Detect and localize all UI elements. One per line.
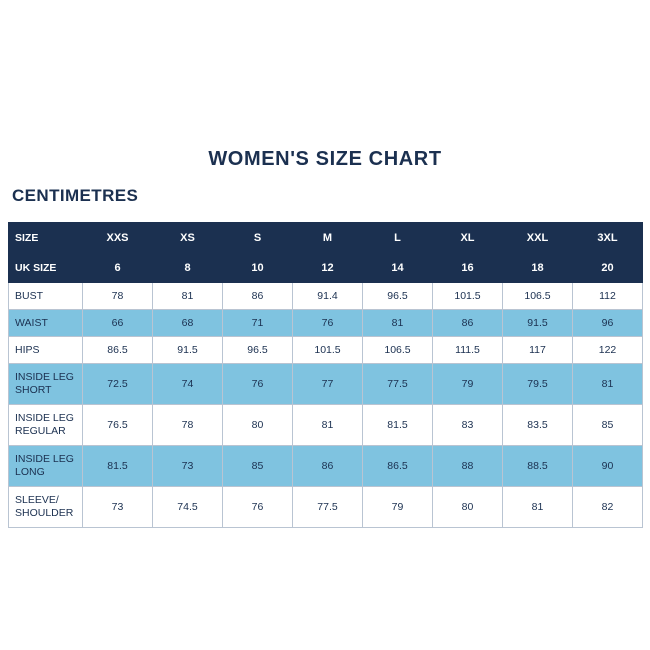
cell: 112 — [573, 283, 643, 310]
cell: 96 — [573, 310, 643, 337]
cell: 77 — [293, 364, 363, 405]
cell: 91.5 — [503, 310, 573, 337]
cell: 122 — [573, 337, 643, 364]
row-label: SLEEVE/ SHOULDER — [9, 487, 83, 528]
row-label: INSIDE LEG LONG — [9, 446, 83, 487]
row-label: WAIST — [9, 310, 83, 337]
size-chart-table-wrap — [8, 222, 642, 528]
cell: 81 — [363, 310, 433, 337]
column-header: XS — [153, 223, 223, 254]
cell: 18 — [503, 254, 573, 283]
cell: 111.5 — [433, 337, 503, 364]
table-row — [9, 254, 643, 283]
cell: 77.5 — [293, 487, 363, 528]
cell: 66 — [83, 310, 153, 337]
column-header: XL — [433, 223, 503, 254]
cell: 82 — [573, 487, 643, 528]
cell: 91.5 — [153, 337, 223, 364]
column-header: S — [223, 223, 293, 254]
cell: 86 — [293, 446, 363, 487]
unit-label: CENTIMETRES — [12, 186, 139, 205]
table-row — [9, 446, 643, 487]
size-chart-table — [8, 222, 643, 528]
cell: 81.5 — [363, 405, 433, 446]
cell: 81 — [573, 364, 643, 405]
cell: 83 — [433, 405, 503, 446]
cell: 106.5 — [363, 337, 433, 364]
row-label: BUST — [9, 283, 83, 310]
cell: 16 — [433, 254, 503, 283]
cell: 86 — [433, 310, 503, 337]
cell: 86.5 — [83, 337, 153, 364]
cell: 85 — [223, 446, 293, 487]
cell: 79.5 — [503, 364, 573, 405]
cell: 88.5 — [503, 446, 573, 487]
cell: 81 — [503, 487, 573, 528]
table-row — [9, 337, 643, 364]
cell: 73 — [153, 446, 223, 487]
cell: 74.5 — [153, 487, 223, 528]
cell: 85 — [573, 405, 643, 446]
cell: 101.5 — [293, 337, 363, 364]
cell: 86 — [223, 283, 293, 310]
column-header: M — [293, 223, 363, 254]
page-title: WOMEN'S SIZE CHART — [208, 148, 442, 170]
cell: 90 — [573, 446, 643, 487]
cell: 79 — [363, 487, 433, 528]
table-row — [9, 405, 643, 446]
cell: 83.5 — [503, 405, 573, 446]
cell: 96.5 — [223, 337, 293, 364]
cell: 14 — [363, 254, 433, 283]
cell: 77.5 — [363, 364, 433, 405]
cell: 80 — [223, 405, 293, 446]
cell: 78 — [153, 405, 223, 446]
cell: 72.5 — [83, 364, 153, 405]
column-header: SIZE — [9, 223, 83, 254]
cell: 101.5 — [433, 283, 503, 310]
cell: 79 — [433, 364, 503, 405]
cell: 76 — [293, 310, 363, 337]
cell: 96.5 — [363, 283, 433, 310]
cell: 88 — [433, 446, 503, 487]
column-header: XXL — [503, 223, 573, 254]
table-row — [9, 364, 643, 405]
cell: 81 — [293, 405, 363, 446]
column-header: 3XL — [573, 223, 643, 254]
cell: 74 — [153, 364, 223, 405]
cell: 78 — [83, 283, 153, 310]
cell: 8 — [153, 254, 223, 283]
cell: 91.4 — [293, 283, 363, 310]
cell: 10 — [223, 254, 293, 283]
cell: 73 — [83, 487, 153, 528]
table-header-row — [9, 223, 643, 254]
row-label: INSIDE LEG REGULAR — [9, 405, 83, 446]
table-row — [9, 310, 643, 337]
cell: 6 — [83, 254, 153, 283]
column-header: XXS — [83, 223, 153, 254]
cell: 81.5 — [83, 446, 153, 487]
cell: 71 — [223, 310, 293, 337]
cell: 68 — [153, 310, 223, 337]
table-row — [9, 487, 643, 528]
cell: 81 — [153, 283, 223, 310]
cell: 117 — [503, 337, 573, 364]
column-header: L — [363, 223, 433, 254]
row-label: HIPS — [9, 337, 83, 364]
cell: 12 — [293, 254, 363, 283]
cell: 80 — [433, 487, 503, 528]
cell: 86.5 — [363, 446, 433, 487]
table-row — [9, 283, 643, 310]
cell: 76.5 — [83, 405, 153, 446]
cell: 106.5 — [503, 283, 573, 310]
row-label: UK SIZE — [9, 254, 83, 283]
row-label: INSIDE LEG SHORT — [9, 364, 83, 405]
cell: 20 — [573, 254, 643, 283]
cell: 76 — [223, 364, 293, 405]
cell: 76 — [223, 487, 293, 528]
